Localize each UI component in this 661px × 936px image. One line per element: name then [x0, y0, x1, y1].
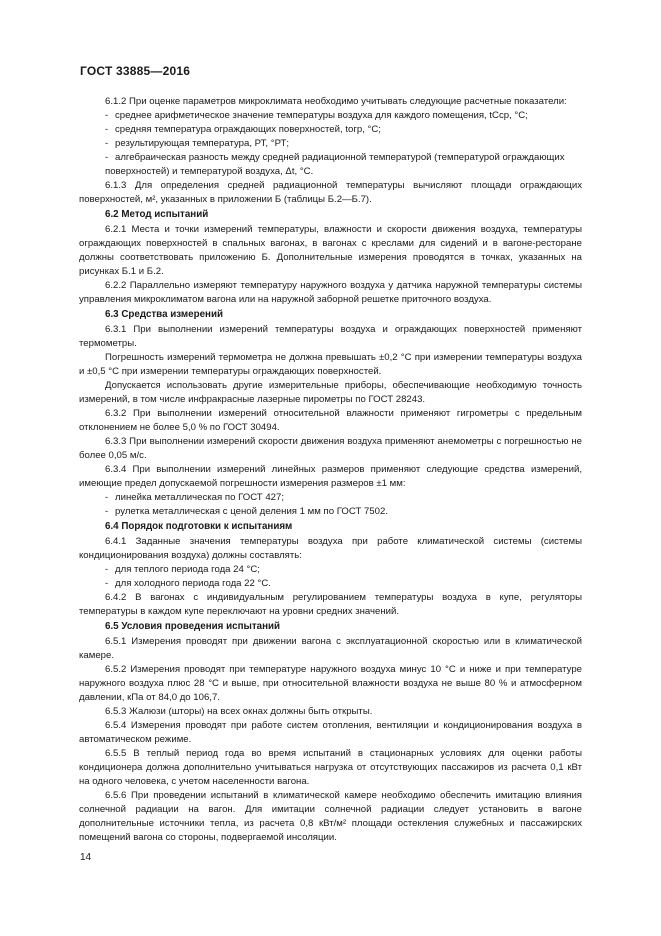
- list-item-text: алгебраическая разность между средней радиационной температурой (температурой ограждающих поверхностей) и температурой воздуха, Δt, °C.: [105, 152, 565, 177]
- document-body: [79, 95, 582, 845]
- list-item-text: для холодного периода года 22 °C.: [115, 578, 271, 589]
- list-item: [79, 577, 582, 591]
- list-item: [79, 151, 582, 179]
- paragraph: 6.2.1 Места и точки измерений температуры, влажности и скорости движения воздуха, температуры ограждающих поверхностей в спальных вагонах, в вагонах с креслами для сидений и в вагоне-ресторане должны соответствовать приложению Б. Дополнительные измерения проводятся в точках, указанных на рисунках Б.1 и Б.2.: [79, 224, 582, 277]
- paragraph: 6.5.4 Измерения проводят при работе систем отопления, вентиляции и кондиционирования воздуха в автоматическом режиме.: [79, 720, 582, 745]
- list-dash: -: [105, 492, 109, 503]
- paragraph: 6.3.3 При выполнении измерений скорости движения воздуха применяют анемометры с погрешностью не более 0,05 м/с.: [79, 436, 582, 461]
- list-dash: -: [105, 152, 109, 163]
- list-item: [79, 109, 582, 123]
- paragraph: 6.4.2 В вагонах с индивидуальным регулированием температуры воздуха в купе, регуляторы температуры в каждом купе переключают на уровни средних значений.: [79, 592, 582, 617]
- list-item: [79, 563, 582, 577]
- paragraph: Допускается использовать другие измерительные приборы, обеспечивающие необходимую точность измерений, в том числе инфракрасные лазерные пирометры по ГОСТ 28243.: [79, 380, 582, 405]
- list-item: [79, 123, 582, 137]
- paragraph: 6.1.2 При оценке параметров микроклимата необходимо учитывать следующие расчетные показатели:: [105, 96, 567, 107]
- paragraph: 6.5.3 Жалюзи (шторы) на всех окнах должны быть открыты.: [105, 706, 373, 717]
- paragraph: Погрешность измерений термометра не должна превышать ±0,2 °C при измерении температуры воздуха и ±0,5 °C при измерении температуры ограждающих поверхностей.: [79, 352, 582, 377]
- paragraph: 6.5.5 В теплый период года во время испытаний в стационарных условиях для оценки работы кондиционера должна дополнительно учитываться нагрузка от отсутствующих пассажиров из расчета 0,1 кВт на одного человека, с учетом населенности вагона.: [79, 748, 582, 787]
- paragraph: 6.4.1 Заданные значения температуры воздуха при работе климатической системы (системы кондиционирования воздуха) должны составлять:: [79, 536, 582, 561]
- page-header: ГОСТ 33885—2016: [80, 64, 191, 78]
- list-item: [79, 505, 582, 519]
- paragraph: 6.3.2 При выполнении измерений относительной влажности применяют гигрометры с предельным отклонением не более 5,0 % по ГОСТ 30494.: [79, 408, 582, 433]
- list-dash: -: [105, 124, 109, 135]
- section-heading: 6.4 Порядок подготовки к испытаниям: [105, 521, 293, 532]
- paragraph: 6.3.4 При выполнении измерений линейных размеров применяют следующие средства измерений, имеющие предел допускаемой погрешности измерения размеров ±1 мм:: [79, 464, 582, 489]
- paragraph: 6.3.1 При выполнении измерений температуры воздуха и ограждающих поверхностей применяют термометры.: [79, 324, 582, 349]
- section-heading: 6.5 Условия проведения испытаний: [105, 621, 281, 632]
- list-item-text: средняя температура ограждающих поверхностей, tогр, °C;: [115, 124, 381, 135]
- list-dash: -: [105, 564, 109, 575]
- list-dash: -: [105, 138, 109, 149]
- paragraph: 6.5.2 Измерения проводят при температуре наружного воздуха минус 10 °C и ниже и при температуре наружного воздуха плюс 28 °C и выше, при относительной влажности воздуха не выше 80 % и атмосферном давлении, кПа от 84,0 до 106,7.: [79, 664, 582, 703]
- list-item-text: рулетка металлическая с ценой деления 1 мм по ГОСТ 7502.: [115, 506, 388, 517]
- list-dash: -: [105, 578, 109, 589]
- list-item: [79, 137, 582, 151]
- list-dash: -: [105, 506, 109, 517]
- page-number: 14: [80, 852, 92, 863]
- paragraph: 6.5.6 При проведении испытаний в климатической камере необходимо обеспечить имитацию влияния солнечной радиации на вагон. Для имитации солнечной радиации следует установить в вагоне дополнительные источники тепла, из расчета 0,8 кВт/м² площади остекления служебных и пассажирских помещений вагона со стороны, подвергаемой инсоляции.: [79, 790, 582, 843]
- paragraph: 6.1.3 Для определения средней радиационной температуры вычисляют площади ограждающих поверхностей, м², указанных в приложении Б (таблицы Б.2—Б.7).: [79, 180, 582, 205]
- list-dash: -: [105, 110, 109, 121]
- list-item-text: результирующая температура, РТ, °РТ;: [115, 138, 290, 149]
- list-item-text: среднее арифметическое значение температуры воздуха для каждого помещения, tСср, °C;: [115, 110, 528, 121]
- section-heading: 6.2 Метод испытаний: [105, 209, 209, 220]
- paragraph: 6.2.2 Параллельно измеряют температуру наружного воздуха у датчика наружной температуры системы управления микроклиматом вагона или на наружной заборной решетке приточного воздуха.: [79, 280, 582, 305]
- list-item: [79, 491, 582, 505]
- section-heading: 6.3 Средства измерений: [105, 309, 223, 320]
- paragraph: 6.5.1 Измерения проводят при движении вагона с эксплуатационной скоростью или в климатической камере.: [79, 636, 582, 661]
- list-item-text: линейка металлическая по ГОСТ 427;: [115, 492, 285, 503]
- list-item-text: для теплого периода года 24 °C;: [115, 564, 260, 575]
